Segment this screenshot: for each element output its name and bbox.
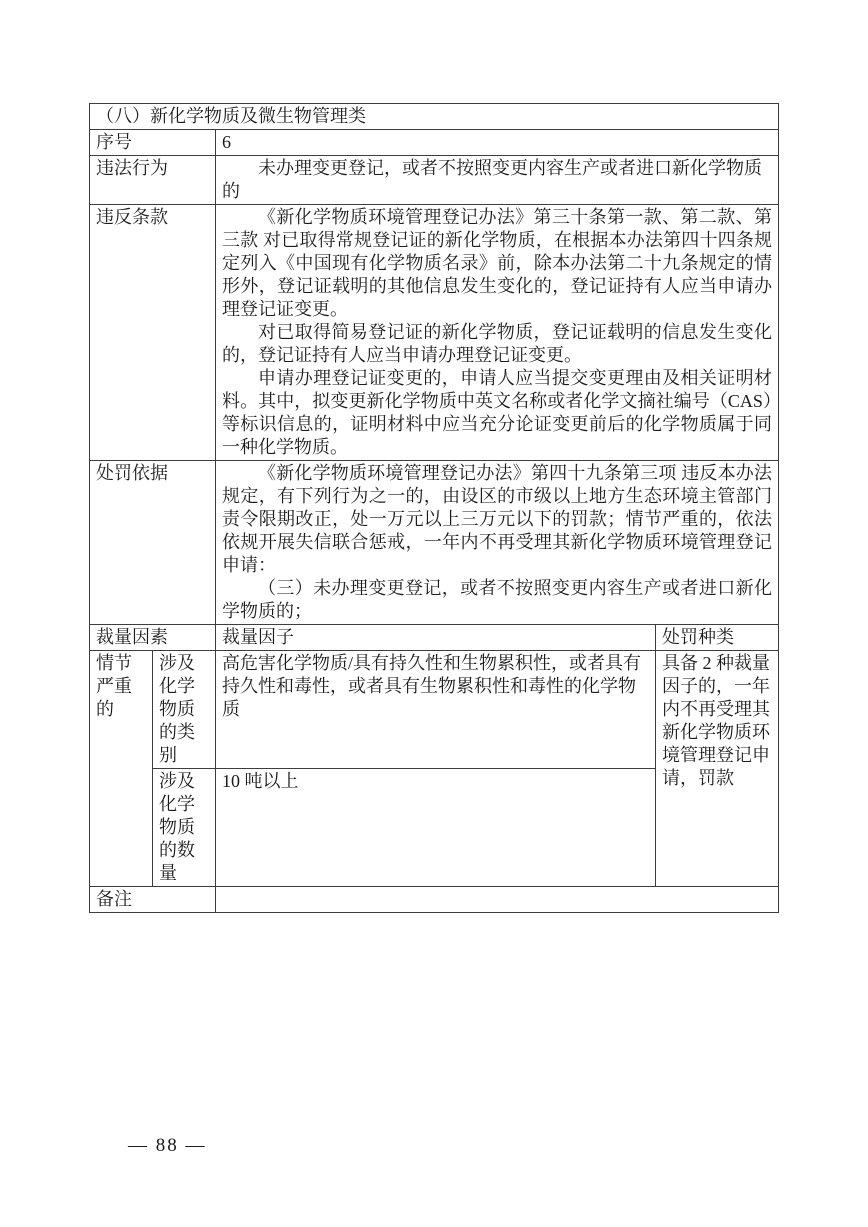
section-title: （八）新化学物质及微生物管理类 <box>90 104 779 130</box>
clause-row <box>90 205 779 461</box>
penalty-basis-label: 处罚依据 <box>90 461 216 625</box>
factor-name: 涉及化学物质的数量 <box>153 769 216 887</box>
discretion-header-row <box>90 625 779 651</box>
serial-label: 序号 <box>90 130 216 156</box>
factor-name: 涉及化学物质的类别 <box>153 651 216 769</box>
penalty-basis-paragraph: （三）未办理变更登记，或者不按照变更内容生产或者进口新化学物质的； <box>222 578 772 621</box>
serial-row <box>90 130 779 156</box>
penalty-type-value: 具备 2 种裁量因子的，一年内不再受理其新化学物质环境管理登记申请，罚款 <box>656 651 779 887</box>
discretion-subfactor-header: 裁量因子 <box>216 625 656 651</box>
remark-label: 备注 <box>90 887 216 913</box>
clause-text <box>216 205 779 461</box>
violation-text: 未办理变更登记，或者不按照变更内容生产或者进口新化学物质的 <box>216 156 779 205</box>
clause-label: 违反条款 <box>90 205 216 461</box>
penalty-type-header: 处罚种类 <box>656 625 779 651</box>
discretion-factor-row <box>90 651 779 769</box>
serial-value: 6 <box>216 130 779 156</box>
violation-row <box>90 156 779 205</box>
clause-paragraph: 对已取得简易登记证的新化学物质，登记证载明的信息发生变化的，登记证持有人应当申请办理登记证变更。 <box>222 322 772 365</box>
penalty-basis-text <box>216 461 779 625</box>
penalty-basis-row <box>90 461 779 625</box>
factor-value: 高危害化学物质/具有持久性和生物累积性，或者具有持久性和毒性，或者具有生物累积性和毒性的化学物质 <box>216 651 656 769</box>
remark-row <box>90 887 779 913</box>
discretion-factor-header: 裁量因素 <box>90 625 216 651</box>
page-number: — 88 — <box>128 1135 207 1156</box>
clause-paragraph: 申请办理登记证变更的，申请人应当提交变更理由及相关证明材料。其中，拟变更新化学物质中英文名称或者化学文摘社编号（CAS）等标识信息的，证明材料中应当充分论证变更前后的化学物质属于同一种化学物质。 <box>222 368 772 457</box>
remark-value <box>216 887 779 913</box>
clause-paragraph: 《新化学物质环境管理登记办法》第三十条第一款、第二款、第三款 对已取得常规登记证的新化学物质，在根据本办法第四十四条规定列入《中国现有化学物质名录》前，除本办法第二十九条规定的情形外，登记证载明的其他信息发生变化的，登记证持有人应当申请办理登记证变更。 <box>222 207 772 319</box>
section-title-row <box>90 104 779 130</box>
severity-label: 情节严重的 <box>90 651 153 887</box>
violation-label: 违法行为 <box>90 156 216 205</box>
factor-value: 10 吨以上 <box>216 769 656 887</box>
penalty-basis-paragraph: 《新化学物质环境管理登记办法》第四十九条第三项 违反本办法规定，有下列行为之一的，由设区的市级以上地方生态环境主管部门责令限期改正，处一万元以上三万元以下的罚款；情节严重的，依法依规开展失信联合惩戒，一年内不再受理其新化学物质环境管理登记申请： <box>222 463 772 575</box>
penalty-discretion-table <box>89 103 779 913</box>
